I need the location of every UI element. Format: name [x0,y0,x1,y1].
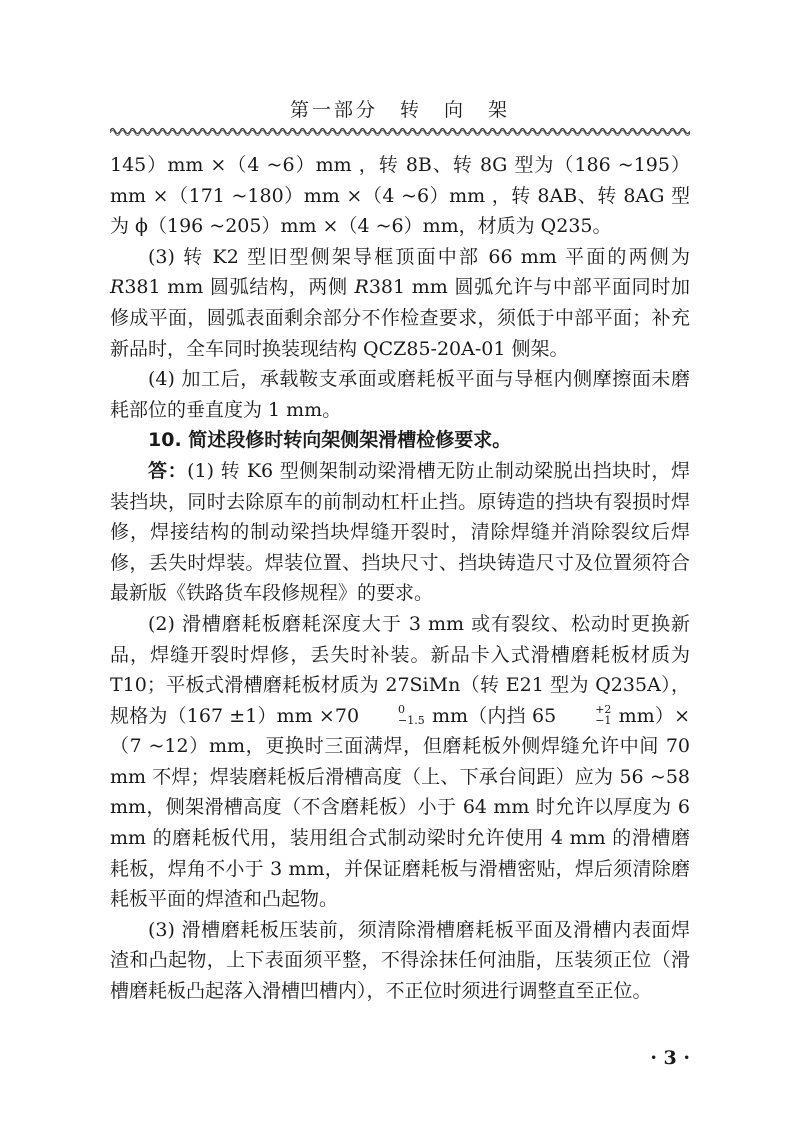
body-text [110,150,690,1007]
answer-item-1: 答：(1) 转 K6 型侧架制动梁滑槽无防止制动梁脱出挡块时，焊装挡块，同时去除原车的前制动杠杆止挡。原铸造的挡块有裂损时焊修，焊接结构的制动梁挡块焊缝开裂时，清除焊缝并消除裂纹后焊修，丢失时焊装。焊装位置、挡块尺寸、挡块铸造尺寸及位置须符合最新版《铁路货车段修规程》的要求。 [110,459,690,605]
paragraph-item-4: (4) 加工后，承载鞍支承面或磨耗板平面与导框内侧摩擦面未磨耗部位的垂直度为 1 mm。 [110,368,690,421]
running-header: 第一部分 转 向 架 [289,99,510,121]
answer-item-2: (2) 滑槽磨耗板磨耗深度大于 3 mm 或有裂纹、松动时更换新品，焊缝开裂时焊修，丢失时补装。新品卡入式滑槽磨耗板材质为 T10；平板式滑槽磨耗板材质为 27SiMn（转 E21 型为 Q235A），规格为（167 ±1）mm ×70 0 −1.5 mm（内挡 65 +2 −1 mm）×（7 ~12）mm，更换时三面满焊，但磨耗板外侧焊缝允许中间 70 mm 不焊；焊装磨耗板后滑槽高度（上、下承台间距）应为 56 ~58 mm，侧架滑槽高度（不含磨耗板）小于 64 mm 时允许以厚度为 6 mm 的磨耗板代用，装用组合式制动梁时允许使用 4 mm 的滑槽磨耗板，焊角不小于 3 mm，并保证磨耗板与滑槽密贴，焊后须清除磨耗板平面的焊渣和凸起物。 [110,612,690,911]
question-10-title: 10. 简述段修时转向架侧架滑槽检修要求。 [148,429,512,452]
paragraph-continuation: 145）mm ×（4 ~6）mm ，转 8B、转 8G 型为（186 ~195）mm ×（171 ~180）mm ×（4 ~6）mm ，转 8AB、转 8AG 型为 ϕ（196 ~205）mm ×（4 ~6）mm，材质为 Q235。 [110,154,690,238]
page-number: · 3 · [650,1047,690,1069]
tolerance-65: +2 −1 [595,702,612,727]
paragraph-item-3: (3) 转 K2 型旧型侧架导框顶面中部 66 mm 平面的两侧为 R381 mm 圆弧结构，两侧 R381 mm 圆弧允许与中部平面同时加修成平面，圆弧表面剩余部分不作检查要求，须低于中部平面；补充新品时，全车同时换装现结构 QCZ85-20A-01 侧架。 [110,245,690,360]
answer-lead: 答： [148,459,188,482]
answer-item-3: (3) 滑槽磨耗板压装前，须清除滑槽磨耗板平面及滑槽内表面焊渣和凸起物，上下表面须平整，不得涂抹任何油脂，压装须正位（滑槽磨耗板凸起落入滑槽凹槽内），不正位时须进行调整直至正位。 [110,918,690,1003]
decorative-header-rule [110,126,690,136]
tolerance-70: 0 −1.5 [398,702,425,727]
